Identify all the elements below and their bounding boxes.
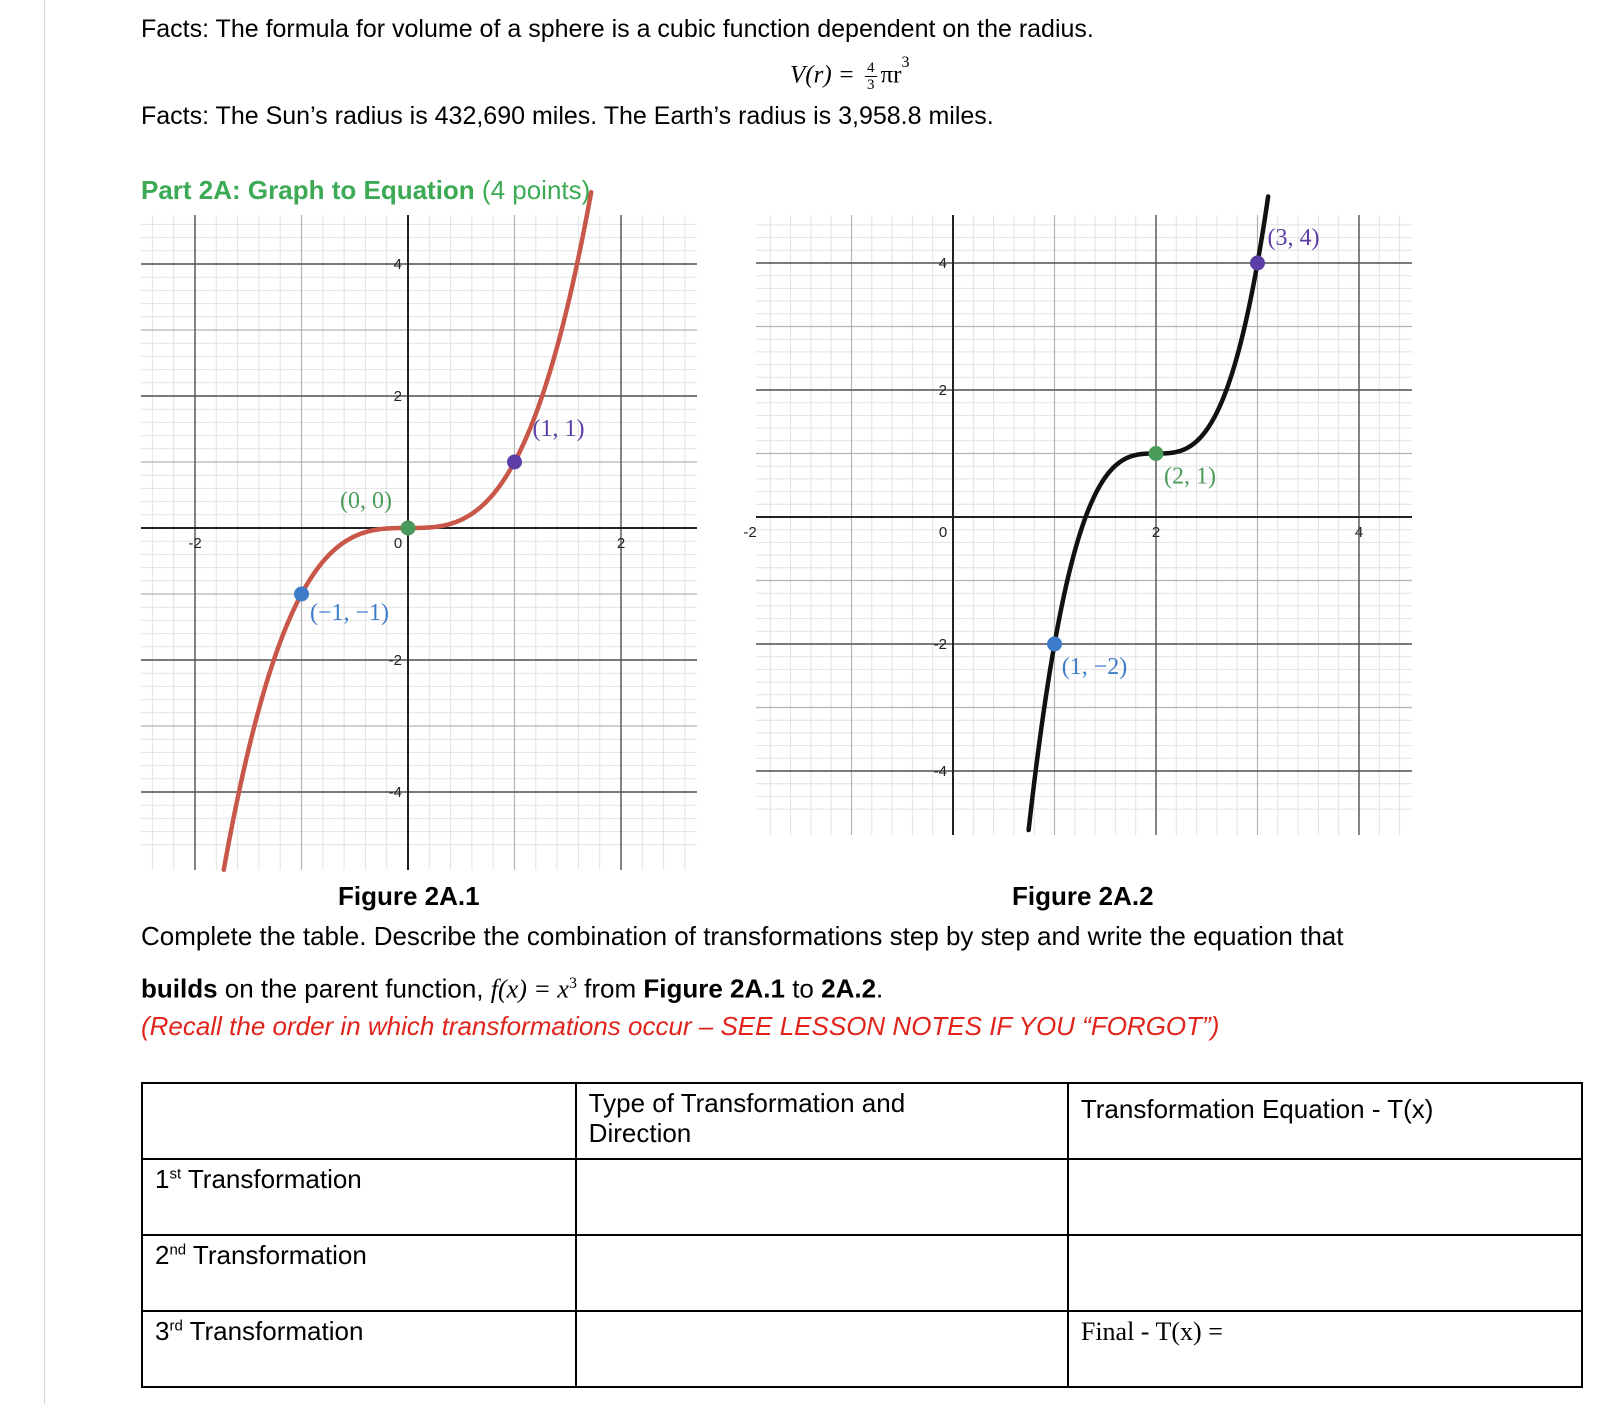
point-label: (−1, −1): [309, 600, 390, 626]
plot-point: [294, 587, 309, 602]
transformation-table: [141, 1082, 1583, 1388]
row-1-ordinal: st: [169, 1165, 182, 1183]
x-tick-label: 4: [1354, 524, 1364, 541]
figure-2a2-graph: [743, 215, 1412, 835]
formula-exponent: 3: [901, 54, 910, 71]
formula-pi-r: πr: [880, 61, 902, 89]
formula-fraction: [865, 60, 877, 93]
instructions-mid-1: on the parent function,: [217, 973, 491, 1004]
row-3-equation-cell[interactable]: [1068, 1311, 1582, 1387]
row-3-type-cell[interactable]: [576, 1311, 1068, 1387]
table-header-blank: [142, 1083, 576, 1159]
plot-point: [1047, 637, 1062, 652]
figure-2a2-caption: Figure 2A.2: [1012, 881, 1154, 911]
page-margin-rule: [44, 0, 45, 1404]
header-equation-label: Transformation Equation - T(x): [1080, 1094, 1434, 1124]
table-header-row: [142, 1083, 1582, 1159]
y-tick-label: 4: [393, 256, 402, 273]
x-tick-label: 0: [938, 524, 948, 541]
instructions-line-2: [141, 969, 883, 1005]
point-label: (1, −2): [1061, 654, 1128, 680]
x-tick-label: -2: [188, 535, 202, 552]
cubic-curve: [1029, 196, 1269, 830]
figure-2a1-graph: [141, 215, 697, 870]
row-2-number: 2: [155, 1240, 170, 1270]
row-2-equation-cell[interactable]: [1068, 1235, 1582, 1311]
formula-numerator: 4: [867, 60, 875, 77]
instructions-period: .: [876, 973, 884, 1004]
point-label: (1, 1): [532, 416, 585, 442]
instructions-figure-a: Figure 2A.1: [643, 973, 785, 1004]
row-1-number: 1: [155, 1164, 170, 1194]
formula-lhs: V(r) =: [790, 61, 855, 89]
table-header-type: [576, 1083, 1068, 1159]
row-3-label-cell: [142, 1311, 576, 1387]
row-3-label: Transformation: [182, 1316, 364, 1346]
x-tick-label: 2: [1151, 524, 1161, 541]
row-2-label-cell: [142, 1235, 576, 1311]
y-tick-label: -4: [388, 784, 402, 801]
instructions-line-1: Complete the table. Describe the combination of transformations step by step and write the equation that: [141, 921, 1344, 951]
instructions-figure-b: 2A.2: [821, 973, 877, 1004]
plot-point: [1250, 256, 1265, 271]
facts-line-1: Facts: The formula for volume of a sphere is a cubic function dependent on the radius.: [141, 15, 1094, 43]
y-tick-label: -2: [933, 636, 947, 653]
row-1-type-cell[interactable]: [576, 1159, 1068, 1235]
row-1-label-cell: [142, 1159, 576, 1235]
plot-point: [1149, 446, 1164, 461]
y-tick-label: 2: [938, 382, 947, 399]
row-2-label: Transformation: [186, 1240, 367, 1270]
instructions-builds: builds: [141, 973, 218, 1004]
lesson-notes-reminder: (Recall the order in which transformations occur – SEE LESSON NOTES IF YOU “FORGOT”): [141, 1011, 1220, 1041]
table-row: [142, 1235, 1582, 1311]
instructions-to: to: [784, 973, 822, 1004]
parent-function-exponent: 3: [568, 975, 577, 992]
row-1-equation-cell[interactable]: [1068, 1159, 1582, 1235]
y-tick-label: 2: [393, 388, 402, 405]
row-3-number: 3: [155, 1316, 170, 1346]
table-row: [142, 1311, 1582, 1387]
instructions-mid-2: from: [576, 973, 644, 1004]
header-type-label: Type of Transformation and Direction: [588, 1088, 906, 1148]
x-tick-label: 0: [393, 535, 403, 552]
figure-2a1-caption: Figure 2A.1: [338, 881, 480, 911]
x-tick-label: 2: [616, 535, 626, 552]
facts-line-2: Facts: The Sun’s radius is 432,690 miles. The Earth’s radius is 3,958.8 miles.: [141, 102, 994, 130]
point-label: (2, 1): [1164, 463, 1216, 490]
plot-point: [401, 521, 416, 536]
table-row: [142, 1159, 1582, 1235]
row-2-ordinal: nd: [169, 1241, 187, 1259]
part-title: Part 2A: Graph to Equation: [141, 175, 475, 205]
row-1-label: Transformation: [181, 1164, 362, 1194]
part-heading: [141, 175, 590, 205]
part-points: (4 points): [481, 175, 591, 205]
sphere-volume-formula: [790, 54, 910, 94]
plot-point: [507, 455, 522, 470]
formula-denominator: 3: [867, 77, 875, 94]
y-tick-label: -4: [933, 763, 947, 780]
row-3-final-equation: Final - T(x) =: [1080, 1317, 1223, 1346]
table-header-equation: [1068, 1083, 1582, 1159]
parent-function: f(x) = x: [490, 974, 569, 1004]
x-tick-label: -2: [743, 524, 757, 541]
point-label: (3, 4): [1267, 225, 1320, 251]
point-label: (0, 0): [340, 488, 392, 514]
y-tick-label: -2: [388, 652, 402, 669]
row-2-type-cell[interactable]: [576, 1235, 1068, 1311]
row-3-ordinal: rd: [169, 1317, 183, 1335]
y-tick-label: 4: [938, 255, 947, 272]
